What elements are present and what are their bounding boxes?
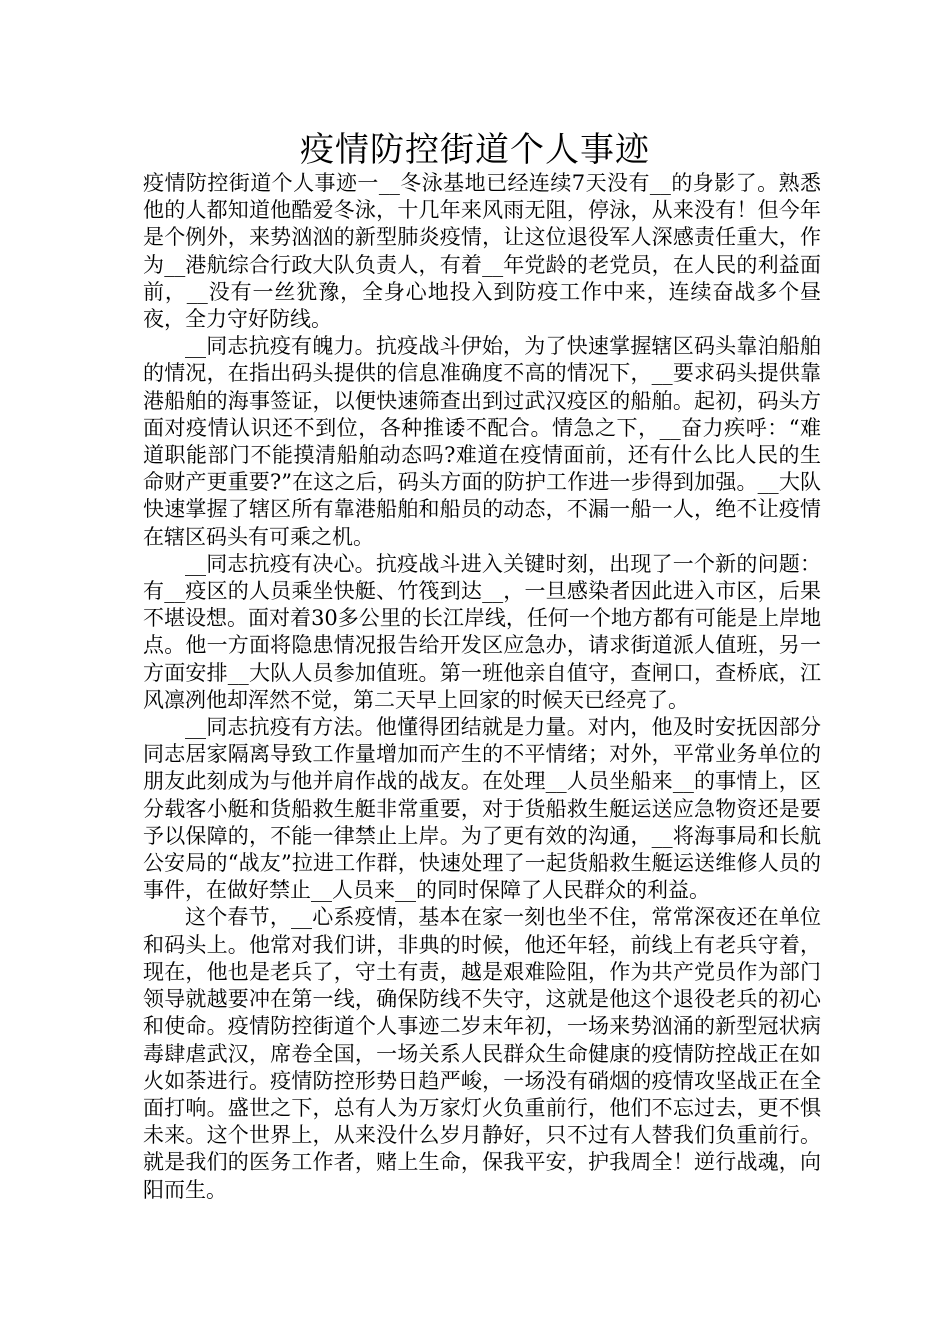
paragraph-5: 这个春节，__心系疫情，基本在家一刻也坐不住，常常深夜还在单位和码头上。他常对我们讲，非典的时候，他还年轻，前线上有老兵守着，现在，他也是老兵了，守土有责，越是艰难险阻，作为共产党员作为部门领导就越要冲在第一线，确保防线不失守，这就是他这个退役老兵的初心和使命。疫情防控街道个人事迹二岁末年初，一场来势汹涌的新型冠状病毒肆虐武汉，席卷全国，一场关系人民群众生命健康的疫情防控战正在如火如荼进行。疫情防控形势日趋严峻，一场没有硝烟的疫情攻坚战正在全面打响。盛世之下，总有人为万家灯火负重前行，他们不忘过去，更不惧未来。这个世界上，从来没什么岁月静好，只不过有人替我们负重前行。就是我们的医务工作者，赌上生命，保我平安，护我周全！逆行战魂，向阳而生。	[143, 905, 821, 1202]
paragraph-1: 疫情防控街道个人事迹一__冬泳基地已经连续7天没有__的身影了。熟悉他的人都知道他酷爱冬泳，十几年来风雨无阻，停泳，从来没有！但今年是个例外，来势汹汹的新型肺炎疫情，让这位退役军人深感责任重大，作为__港航综合行政大队负责人，有着__年党龄的老党员，在人民的利益面前，__没有一丝犹豫，全身心地投入到防疫工作中来，连续奋战多个昼夜，全力守好防线。	[143, 171, 821, 332]
paragraph-2: __同志抗疫有魄力。抗疫战斗伊始，为了快速掌握辖区码头靠泊船舶的情况，在指出码头提供的信息准确度不高的情况下，__要求码头提供靠港船舶的海事签证，以便快速筛查出到过武汉疫区的船舶。起初，码头方面对疫情认识还不到位，各种推诿不配合。情急之下，__奋力疾呼：“难道职能部门不能摸清船舶动态吗?难道在疫情面前，还有什么比人民的生命财产更重要?”在这之后，码头方面的防护工作进一步得到加强。__大队快速掌握了辖区所有靠港船舶和船员的动态，不漏一船一人，绝不让疫情在辖区码头有可乘之机。	[143, 334, 821, 549]
paragraph-4: __同志抗疫有方法。他懂得团结就是力量。对内，他及时安抚因部分同志居家隔离导致工作量增加而产生的不平情绪；对外，平常业务单位的朋友此刻成为与他并肩作战的战友。在处理__人员坐船来__的事情上，区分载客小艇和货船救生艇非常重要，对于货船救生艇运送应急物资还是要予以保障的，不能一律禁止上岸。为了更有效的沟通，__将海事局和长航公安局的“战友”拉进工作群，快速处理了一起货船救生艇运送维修人员的事件，在做好禁止__人员来__的同时保障了人民群众的利益。	[143, 715, 821, 903]
document-body	[143, 170, 821, 1204]
paragraph-3: __同志抗疫有决心。抗疫战斗进入关键时刻，出现了一个新的问题：有__疫区的人员乘坐快艇、竹筏到达__，一旦感染者因此进入市区，后果不堪设想。面对着30多公里的长江岸线，任何一个地方都有可能是上岸地点。他一方面将隐患情况报告给开发区应急办，请求街道派人值班，另一方面安排__大队人员参加值班。第一班他亲自值守，查闸口，查桥底，江风凛冽他却浑然不觉，第二天早上回家的时候天已经亮了。	[143, 551, 821, 712]
document-title: 疫情防控街道个人事迹	[300, 130, 650, 170]
